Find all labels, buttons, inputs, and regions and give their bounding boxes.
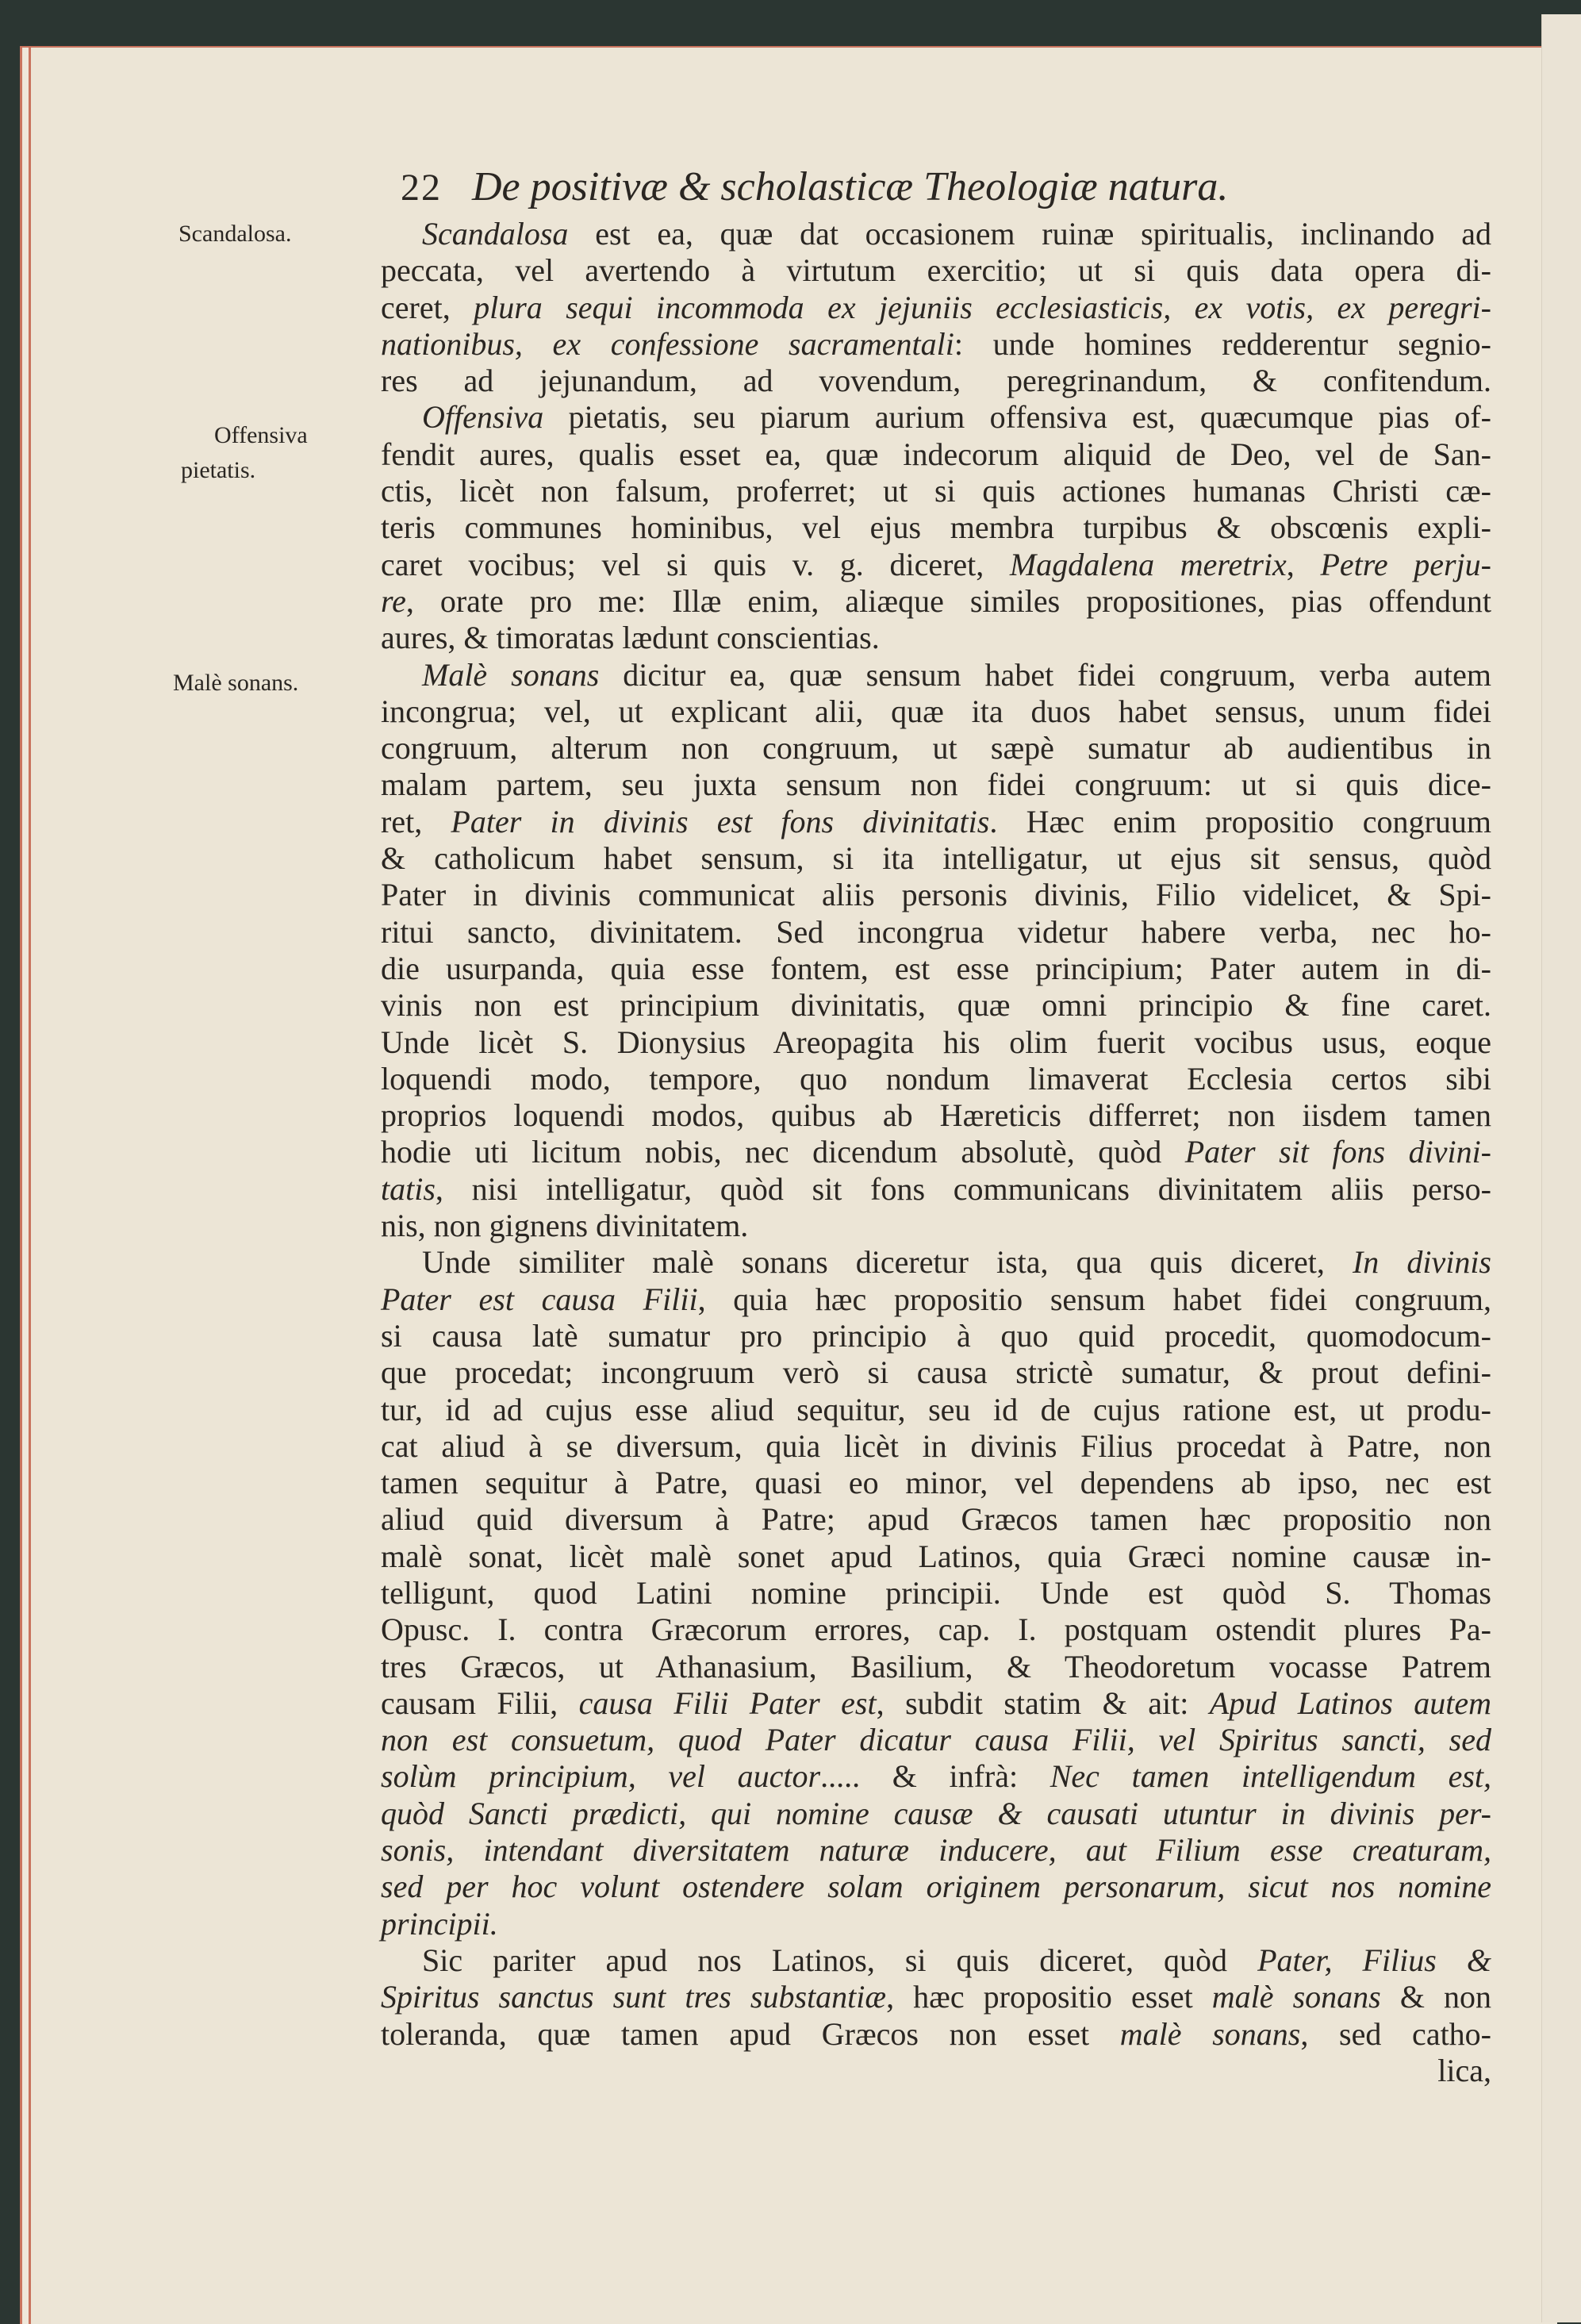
text-segment: . Hæc enim propositio congruum (989, 803, 1491, 839)
text-segment: , quia hæc propositio sensum habet fidei congruum, (697, 1281, 1491, 1317)
text-line (381, 1906, 1491, 1942)
text-segment: fendit aures, qualis esset ea, quæ indecorum aliquid de Deo, vel de San- (381, 436, 1491, 472)
text-segment: , (1286, 546, 1321, 582)
text-segment: ceret, (381, 289, 474, 325)
text-segment: res ad jejunandum, ad vovendum, peregrinandum, & confitendum. (381, 363, 1491, 399)
text-segment: cat aliud à se diversum, quia licèt in divinis Filius procedat à Patre, non (381, 1427, 1491, 1464)
text-line (381, 1318, 1491, 1354)
text-segment: dicitur ea, quæ sensum habet fidei congruum, verba autem (599, 656, 1491, 693)
text-line (381, 290, 1491, 326)
text-line (381, 1428, 1491, 1465)
text-segment: loquendi modo, tempore, quo nondum limaverat Ecclesia certos sibi (381, 1060, 1491, 1097)
italic-text: Magdalena meretrix (1009, 546, 1287, 582)
text-segment: causam Filii, (381, 1684, 579, 1721)
margin-note-offensiva (181, 418, 308, 488)
text-segment: Pater in divinis communicat aliis personis divinis, Filio videlicet, & Spi- (381, 877, 1491, 913)
text-segment: est ea, quæ dat occasionem ruinæ spiritualis, inclinando ad (568, 216, 1491, 252)
text-line (381, 804, 1491, 840)
text-segment: ctis, licèt non falsum, proferret; ut si quis actiones humanas Christi cæ- (381, 473, 1491, 509)
text-line (381, 326, 1491, 363)
text-segment: que procedat; incongruum verò si causa strictè sumatur, & prout defini- (381, 1354, 1491, 1391)
text-segment: caret vocibus; vel si quis v. g. diceret, (381, 546, 1010, 582)
text-segment: toleranda, quæ tamen apud Græcos non esset (381, 2015, 1120, 2052)
text-segment: , sed catho- (1300, 2015, 1492, 2052)
text-segment: die usurpanda, quia esse fontem, est esse principium; Pater autem in di- (381, 950, 1491, 986)
body-text (381, 216, 1491, 2089)
text-segment: , nisi intelligatur, quòd sit fons communicans divinitatem aliis perso- (435, 1170, 1491, 1207)
text-line (381, 877, 1491, 913)
text-line (381, 914, 1491, 951)
text-line (381, 252, 1491, 289)
text-line (381, 1758, 1491, 1795)
text-segment: malè sonat, licèt malè sonet apud Latinos, quia Græci nomine causæ in- (381, 1538, 1491, 1574)
text-line (381, 547, 1491, 583)
italic-text: causa Filii Pater est (578, 1684, 877, 1721)
italic-text: sonis, intendant diversitatem naturæ inducere, aut Filium esse creaturam, (381, 1832, 1491, 1869)
text-line (381, 693, 1491, 730)
margin-note-line: pietatis. (181, 457, 256, 483)
text-segment: aliud quid diversum à Patre; apud Græcos tamen hæc propositio non (381, 1501, 1491, 1538)
text-segment: si causa latè sumatur pro principio à quo quid procedit, quomodocum- (381, 1317, 1491, 1354)
text-segment: malam partem, seu juxta sensum non fidei congruum: ut si quis dice- (381, 766, 1491, 803)
italic-text: non est consuetum, quod Pater dicatur causa Filii, vel Spiritus sancti, sed (381, 1722, 1491, 1758)
text-line (381, 1244, 1491, 1281)
text-segment: nis, non gignens divinitatem. (381, 1208, 749, 1244)
text-segment: Opusc. I. contra Græcorum errores, cap. I. postquam ostendit plures Pa- (381, 1611, 1491, 1648)
text-line (381, 436, 1491, 473)
text-line (381, 1134, 1491, 1170)
text-segment: proprios loquendi modos, quibus ab Hæreticis differret; non iisdem tamen (381, 1097, 1491, 1134)
italic-text: nationibus, ex confessione sacramentali (381, 325, 954, 362)
italic-text: Pater sit fons divini- (1184, 1134, 1491, 1170)
text-segment: : unde homines redderentur segnio- (954, 325, 1491, 362)
text-line (381, 620, 1491, 656)
text-line (381, 1208, 1491, 1244)
italic-text: Spiritus sanctus sunt tres substantiæ (381, 1979, 887, 2015)
text-line (381, 1501, 1491, 1538)
text-segment: peccata, vel avertendo à virtutum exercitio; ut si quis data opera di- (381, 252, 1491, 289)
margin-note-male-sonans (173, 666, 298, 701)
italic-text: tatis (381, 1170, 436, 1207)
text-line (381, 363, 1491, 399)
italic-text: Scandalosa (422, 216, 569, 252)
margin-note-scandalosa (178, 217, 291, 252)
italic-text: Pater, Filius & (1257, 1942, 1491, 1978)
text-line (381, 840, 1491, 877)
text-line (381, 766, 1491, 803)
page-number: 22 (401, 167, 442, 209)
text-segment: telligunt, quod Latini nomine principii. Unde est quòd S. Thomas (381, 1574, 1491, 1611)
text-segment: aures, & timoratas lædunt conscientias. (381, 620, 880, 656)
text-line (381, 1796, 1491, 1832)
text-segment: hodie uti licitum nobis, nec dicendum absolutè, quòd (381, 1134, 1185, 1170)
text-segment: teris communes hominibus, vel ejus membra turpibus & obscœnis expli- (381, 509, 1491, 546)
italic-text: Malè sonans (422, 656, 600, 693)
italic-text: Petre perju- (1320, 546, 1491, 582)
text-line (381, 1171, 1491, 1208)
text-line (381, 730, 1491, 766)
italic-text: Nec tamen intelligendum est, (1050, 1758, 1492, 1795)
text-line (381, 1281, 1491, 1318)
text-line (381, 1832, 1491, 1869)
page-header (401, 163, 1228, 210)
text-line (381, 583, 1491, 620)
text-line (381, 1649, 1491, 1685)
text-line (381, 1575, 1491, 1611)
text-line (381, 1611, 1491, 1648)
text-segment: , subdit statim & ait: (876, 1684, 1210, 1721)
italic-text: plura sequi incommoda ex jejuniis ecclesiasticis, ex votis, ex peregri- (474, 289, 1491, 325)
text-segment: Unde similiter malè sonans diceretur ista, qua quis diceret, (422, 1244, 1353, 1281)
text-line (381, 1942, 1491, 1979)
text-segment: , hæc propositio esset (886, 1979, 1212, 2015)
text-segment: & catholicum habet sensum, si ita intelligatur, ut ejus sit sensus, quòd (381, 840, 1491, 877)
italic-text: sed per hoc volunt ostendere solam originem personarum, sicut nos nomine (381, 1869, 1491, 1905)
text-line (381, 951, 1491, 987)
text-line (381, 657, 1491, 693)
italic-text: solùm principium, vel auctor (381, 1758, 821, 1795)
text-line (381, 1465, 1491, 1501)
margin-note-line: Malè sonans. (173, 670, 299, 696)
text-line (381, 1392, 1491, 1428)
text-line (381, 473, 1491, 509)
italic-text: Offensiva (422, 399, 544, 436)
text-segment: tur, id ad cujus esse aliud sequitur, seu id de cujus ratione est, ut produ- (381, 1391, 1491, 1427)
margin-note-line: Offensiva (214, 422, 308, 448)
text-line (381, 1061, 1491, 1097)
text-segment: vinis non est principium divinitatis, quæ omni principio & fine caret. (381, 987, 1491, 1024)
text-line (381, 216, 1491, 252)
margin-note-line: Scandalosa. (178, 221, 292, 247)
text-line (381, 1722, 1491, 1758)
text-line (381, 1538, 1491, 1575)
text-line (381, 1685, 1491, 1722)
text-segment: congruum, alterum non congruum, ut sæpè sumatur ab audientibus in (381, 730, 1491, 766)
text-segment: tres Græcos, ut Athanasium, Basilium, & Theodoretum vocasse Patrem (381, 1648, 1491, 1684)
italic-text: malè sonans (1211, 1979, 1381, 2015)
italic-text: Pater in divinis est fons divinitatis (451, 803, 990, 839)
text-line (381, 987, 1491, 1024)
text-segment: tamen sequitur à Patre, quasi eo minor, vel dependens ab ipso, nec est (381, 1465, 1491, 1501)
italic-text: re (381, 582, 406, 619)
running-title: De positivæ & scholasticæ Theologiæ natura. (472, 164, 1229, 209)
text-line (381, 399, 1491, 436)
text-line (381, 2016, 1491, 2053)
text-segment: incongrua; vel, ut explicant alii, quæ ita duos habet sensus, unum fidei (381, 693, 1491, 729)
italic-text: In divinis (1352, 1244, 1492, 1281)
text-line (381, 1024, 1491, 1061)
italic-text: Pater est causa Filii (381, 1281, 698, 1317)
catchword: lica, (1437, 2052, 1491, 2088)
text-segment: , orate pro me: Illæ enim, aliæque similes propositiones, pias offendunt (405, 582, 1491, 619)
text-segment: ..... & infrà: (820, 1758, 1050, 1795)
next-page-edge (1541, 14, 1581, 2322)
text-line (381, 1869, 1491, 1905)
text-segment: & non (1380, 1979, 1491, 2015)
italic-text: malè sonans (1119, 2015, 1301, 2052)
text-line (381, 1979, 1491, 2015)
text-segment: Sic pariter apud nos Latinos, si quis diceret, quòd (422, 1942, 1258, 1978)
text-segment: pietatis, seu piarum aurium offensiva est, quæcumque pias of- (543, 399, 1491, 436)
text-segment: ritui sancto, divinitatem. Sed incongrua videtur habere verba, nec ho- (381, 913, 1491, 950)
italic-text: principii. (381, 1905, 498, 1942)
text-line (381, 1354, 1491, 1391)
text-line (381, 1097, 1491, 1134)
text-segment: Unde licèt S. Dionysius Areopagita his olim fuerit vocibus usus, eoque (381, 1024, 1491, 1060)
text-line (381, 509, 1491, 546)
text-segment: ret, (381, 803, 451, 839)
italic-text: quòd Sancti prædicti, qui nomine causæ & causati utuntur in divinis per- (381, 1795, 1491, 1831)
italic-text: Apud Latinos autem (1209, 1684, 1491, 1721)
